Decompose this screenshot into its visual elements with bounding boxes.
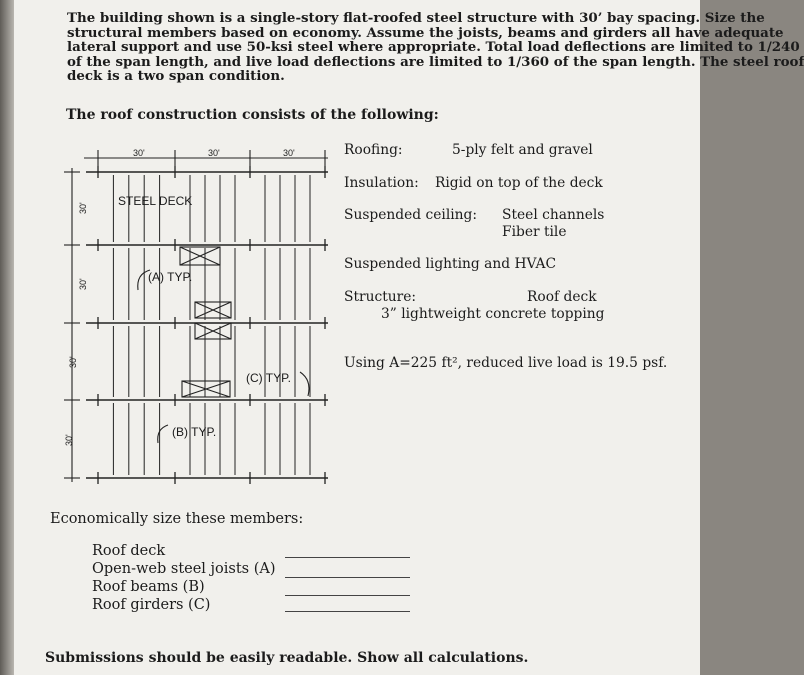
submission-note: Submissions should be easily readable. Show all calculations. [45,650,529,666]
answer-blank[interactable] [285,577,410,578]
structure-label: Structure: [344,289,417,305]
label-b-typ: (B) TYP. [172,425,217,439]
answer-blank[interactable] [285,557,410,558]
answer-blank[interactable] [285,611,410,612]
label-a-typ: (A) TYP. [148,270,193,284]
dim-label-top: 30' [133,148,145,158]
reduced-live-load: Using A=225 ft², reduced live load is 19.5 psf. [344,355,668,371]
dim-label-side: 30' [78,202,88,214]
dim-label-top: 30' [283,148,295,158]
label-c-typ: (C) TYP. [246,371,291,385]
dim-label-top: 30' [208,148,220,158]
member-roof-deck: Roof deck [92,543,166,559]
insulation-label: Insulation: [344,175,419,191]
structure-value-2: 3” lightweight concrete topping [381,306,605,322]
lighting-hvac: Suspended lighting and HVAC [344,256,557,272]
dim-label-side: 30' [68,356,78,368]
intro-line: lateral support and use 50-ksi steel where appropriate. Total load deflections are limited to 1/240 [67,39,800,56]
ceiling-value-2: Fiber tile [502,224,567,240]
roofing-label: Roofing: [344,142,403,158]
roofing-value: 5-ply felt and gravel [452,142,593,158]
member-joists-a: Open-web steel joists (A) [92,561,276,577]
steel-deck-label: STEEL DECK [118,194,193,208]
dim-label-side: 30' [78,278,88,290]
insulation-value: Rigid on top of the deck [435,175,603,191]
economy-heading: Economically size these members: [50,511,304,527]
intro-line: of the span length, and live load deflections are limited to 1/360 of the span length. The steel roof [67,53,804,70]
ceiling-label: Suspended ceiling: [344,207,478,223]
answer-blank[interactable] [285,595,410,596]
member-girders-c: Roof girders (C) [92,597,211,613]
intro-line: structural members based on economy. Assume the joists, beams and girders all have adequate [67,24,784,41]
ceiling-value-1: Steel channels [502,207,605,223]
intro-line: The building shown is a single-story flat-roofed steel structure with 30’ bay spacing. Size the [67,10,765,26]
member-beams-b: Roof beams (B) [92,579,205,595]
dim-label-side: 30' [64,434,74,446]
intro-line: deck is a two span condition. [67,68,285,85]
structure-value-1: Roof deck [527,289,597,305]
leader-arrow-c [300,372,309,396]
roof-construction-heading: The roof construction consists of the following: [66,107,439,123]
